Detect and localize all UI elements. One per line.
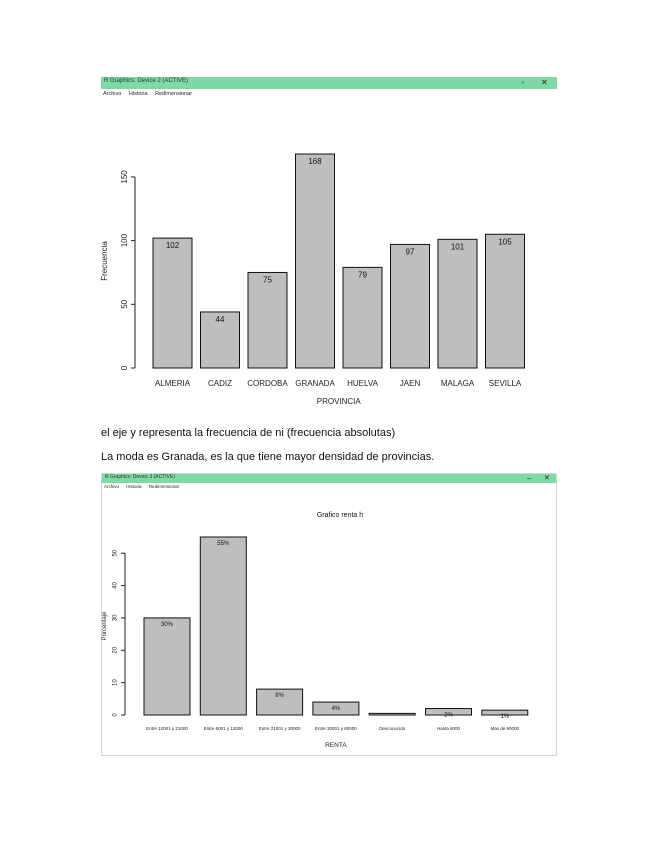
x-category-label: HUELVA [347,379,378,388]
paragraph-mode-note: La moda es Granada, es la que tiene mayor densidad de provincias. [101,451,435,463]
bar-value-label: 4% [331,706,341,713]
y-axis-label: Frecuencia [100,241,109,281]
x-category-label: CORDOBA [247,379,288,388]
window-title: R Graphics: Device 2 (ACTIVE) [104,78,189,84]
y-tick-label: 150 [120,170,130,184]
bar-jaen [391,244,430,368]
y-tick-label: 50 [112,549,119,557]
x-category-label: MALAGA [440,379,475,388]
window-menubar [101,89,557,99]
y-tick-label: 0 [120,365,130,371]
bar-value-label: 1% [500,714,510,721]
bar-value-label: 101 [450,242,465,252]
window-titlebar [101,77,557,89]
x-category-label: ALMERIA [154,379,191,388]
close-icon[interactable]: ✕ [541,78,548,87]
x-category-label: Entre 6001 y 12000 [203,726,243,731]
y-tick-label: 50 [120,299,130,309]
x-category-label: Entre 21001 y 30000 [258,726,301,731]
bar-value-label: 8% [275,693,284,700]
y-tick-label: 20 [112,646,119,654]
provincia-bar-chart [101,99,557,409]
renta-bar-chart [101,490,557,754]
close-icon[interactable]: ✕ [544,475,550,482]
y-tick-label: 40 [112,582,119,589]
y-axis-label: Porcentaje [102,611,108,641]
menu-historia[interactable]: Historia [126,484,142,489]
chart-title: Grafico renta h [316,512,364,519]
bar-huelva [343,267,382,368]
x-category-label: Desconocido [379,726,406,731]
x-category-label: Entre 12001 y 21000 [146,726,188,731]
bar-value-label: 30% [160,621,174,628]
bar-value-label: 44 [215,314,225,324]
bar-almeria [153,238,192,368]
minimize-icon[interactable]: – [527,475,531,482]
maximize-icon[interactable]: ▫ [521,78,524,87]
x-axis-label: RENTA [325,742,347,749]
bar-value-label: 55% [217,541,230,547]
bar-entre-6001-y-12000 [200,537,246,715]
bar-cordoba [248,272,287,368]
bar-granada [296,154,335,368]
bar-sevilla [486,234,525,368]
menu-archivo[interactable]: Archivo [104,484,120,489]
y-tick-label: 0 [112,713,119,717]
menu-archivo[interactable]: Archivo [103,91,122,97]
x-category-label: SEVILLA [488,379,522,388]
x-category-label: CADIZ [208,379,232,388]
bar-value-label: 102 [165,241,180,251]
bar-value-label: 97 [405,247,415,257]
x-category-label: JAEN [399,379,421,388]
y-tick-label: 30 [112,614,119,622]
x-category-label: GRANADA [295,379,335,388]
bar-desconocido [369,713,415,715]
y-tick-label: 100 [120,233,130,248]
bar-value-label: 105 [498,237,512,247]
window-titlebar [102,474,556,483]
y-tick-label: 10 [112,679,119,686]
window-title: R Graphics: Device 3 (ACTIVE) [105,474,176,480]
x-category-label: Entre 30001 y 60000 [315,726,357,731]
menu-redimensionar[interactable]: Redimensionar [148,484,180,489]
menu-redimensionar[interactable]: Redimensionar [155,91,193,97]
menu-historia[interactable]: Historia [128,91,148,97]
bar-entre-12001-y-21000 [144,618,190,715]
bar-value-label: 168 [308,157,322,166]
bar-value-label: 75 [263,275,272,285]
bar-value-label: 2% [444,712,453,719]
x-category-label: Mas de 60000 [490,726,520,731]
bar-value-label: 79 [358,270,367,280]
paragraph-axis-note: el eje y representa la frecuencia de ni (frecuencia absolutas) [101,427,396,439]
window-menubar [102,483,556,490]
x-category-label: Hasta 6000 [436,726,461,731]
x-axis-label: PROVINCIA [316,397,361,406]
bar-malaga [438,239,477,368]
